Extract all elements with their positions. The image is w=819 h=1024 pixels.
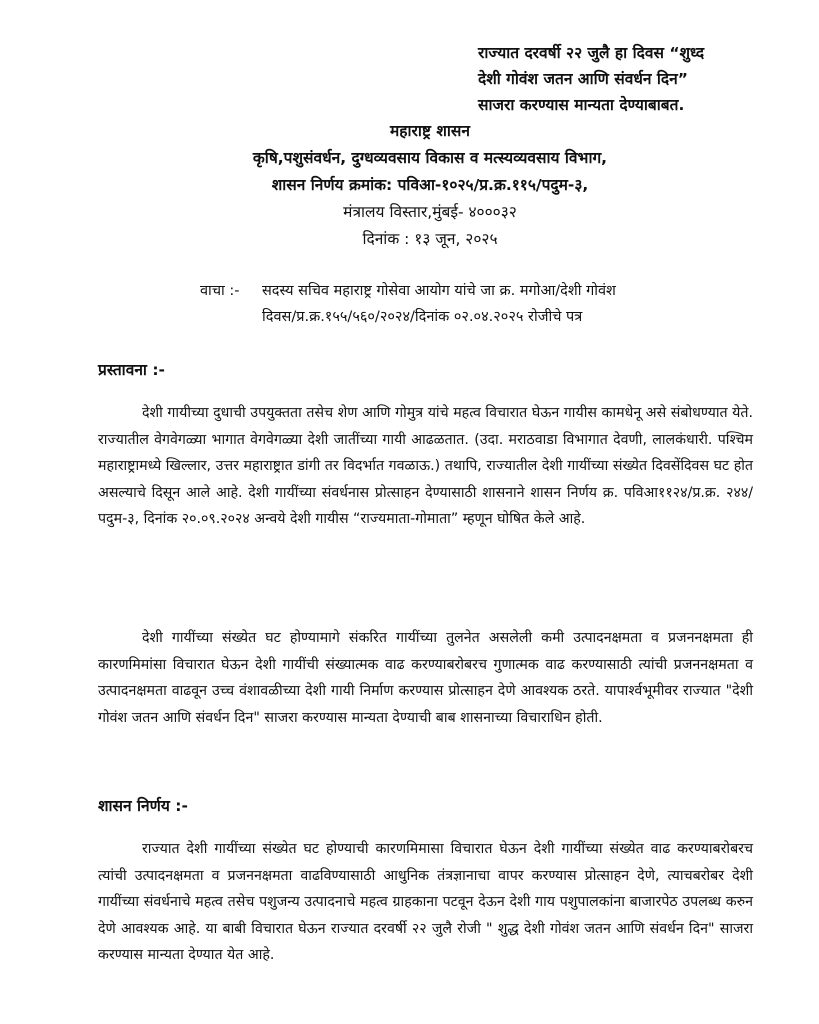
office-address: मंत्रालय विस्तार,मुंबई- ४०००३२ — [343, 203, 517, 221]
decision-paragraph-1: राज्यात देशी गायींच्या संख्येत घट होण्याची कारणमिमासा विचारात घेऊन देशी गायींच्या संख्येत वाढ करण्याबरोबरच त्यांची उत्पादनक्षमता व प्रजननक्षमता वाढविण्यासाठी आधुनिक तंत्रज्ञानाचा वापर करण्यास प्रोत्साहन देणे, त्याचबरोबर देशी गायींच्या संवर्धनाचे महत्व तसेच पशुजन्य उत्पादनाचे महत्व ग्राहकाना पटवून देऊन देशी गाय पशुपालकांना बाजारपेठ उपलब्ध करुन देणे आवश्यक आहे. या बाबी विचारात घेऊन राज्यात दरवर्षी २२ जुलै रोजी " शुद्ध देशी गोवंश जतन आणि संवर्धन दिन" साजरा करण्यास मान्यता देण्यात येत आहे. — [98, 841, 753, 963]
decision-heading: शासन निर्णय :- — [98, 797, 188, 815]
subject-line: देशी गोवंश जतन आणि संवर्धन दिन” — [478, 70, 688, 88]
preamble-paragraph-1: देशी गायीच्या दुधाची उपयुक्तता तसेच शेण आणि गोमुत्र यांचे महत्व विचारात घेऊन गायीस कामधेनू असे संबोधण्यात येते. राज्यातील वेगवेगळ्या भागात वेगवेगळ्या देशी जातींच्या गायी आढळतात. (उदा. मराठवाडा विभागात देवणी, लालकंधारी. पश्चिम महाराष्ट्रामध्ये खिल्लार, उत्तर महाराष्ट्रात डांगी तर विदर्भात गवळाऊ.) तथापि, राज्यातील देशी गायींच्या संख्येत दिवसेंदिवस घट होत असल्याचे दिसून आले आहे. देशी गायींच्या संवर्धनास प्रोत्साहन देण्यासाठी शासनाने शासन निर्णय क्र. पविआ११२४/प्र.क्र. २४४/पदुम-३, दिनांक २०.०९.२०२४ अन्वये देशी गायीस “राज्यमाता-गोमाता” म्हणून घोषित केले आहे. — [98, 405, 753, 527]
reference-line-1: सदस्य सचिव महाराष्ट्र गोसेवा आयोग यांचे जा क्र. मगोआ/देशी गोवंश — [262, 283, 616, 299]
preamble-heading: प्रस्तावना :- — [98, 361, 165, 379]
gr-number: शासन निर्णय क्रमांक: पविआ-१०२५/प्र.क्र.११५/पदुम-३, — [271, 176, 589, 194]
subject-line: साजरा करण्यास मान्यता देण्याबाबत. — [478, 96, 685, 114]
preamble-paragraph-2: देशी गायींच्या संख्येत घट होण्यामागे संकरित गायींच्या तुलनेत असलेली कमी उत्पादनक्षमता व प्रजननक्षमता ही कारणमिमांसा विचारात घेऊन देशी गायींची संख्यात्मक वाढ करण्याबरोबरच गुणात्मक वाढ करण्यासाठी त्यांची प्रजननक्षमता व उत्पादनक्षमता वाढवून उच्च वंशावळीच्या देशी गायी निर्माण करण्यास प्रोत्साहन देणे आवश्यक ठरते. यापार्श्वभूमीवर राज्यात "देशी गोवंश जतन आणि संवर्धन दिन" साजरा करण्यास मान्यता देण्याची बाब शासनाच्या विचाराधिन होती. — [98, 630, 753, 726]
department-name: कृषि,पशुसंवर्धन, दुग्धव्यवसाय विकास व मत्स्यव्यवसाय विभाग, — [252, 149, 608, 167]
reference-line-2: दिवस/प्र.क्र.१५५/५६०/२०२४/दिनांक ०२.०४.२०२५ रोजीचे पत्र — [262, 309, 583, 325]
subject-block — [478, 40, 798, 118]
subject-line: राज्यात दरवर्षी २२ जुलै हा दिवस “शुध्द — [478, 44, 705, 62]
document-date: दिनांक : १३ जून, २०२५ — [362, 230, 498, 248]
document-header — [180, 118, 680, 253]
reference-label: वाचा :- — [200, 283, 240, 299]
reference-block — [200, 278, 760, 330]
government-name: महाराष्ट्र शासन — [390, 122, 470, 140]
